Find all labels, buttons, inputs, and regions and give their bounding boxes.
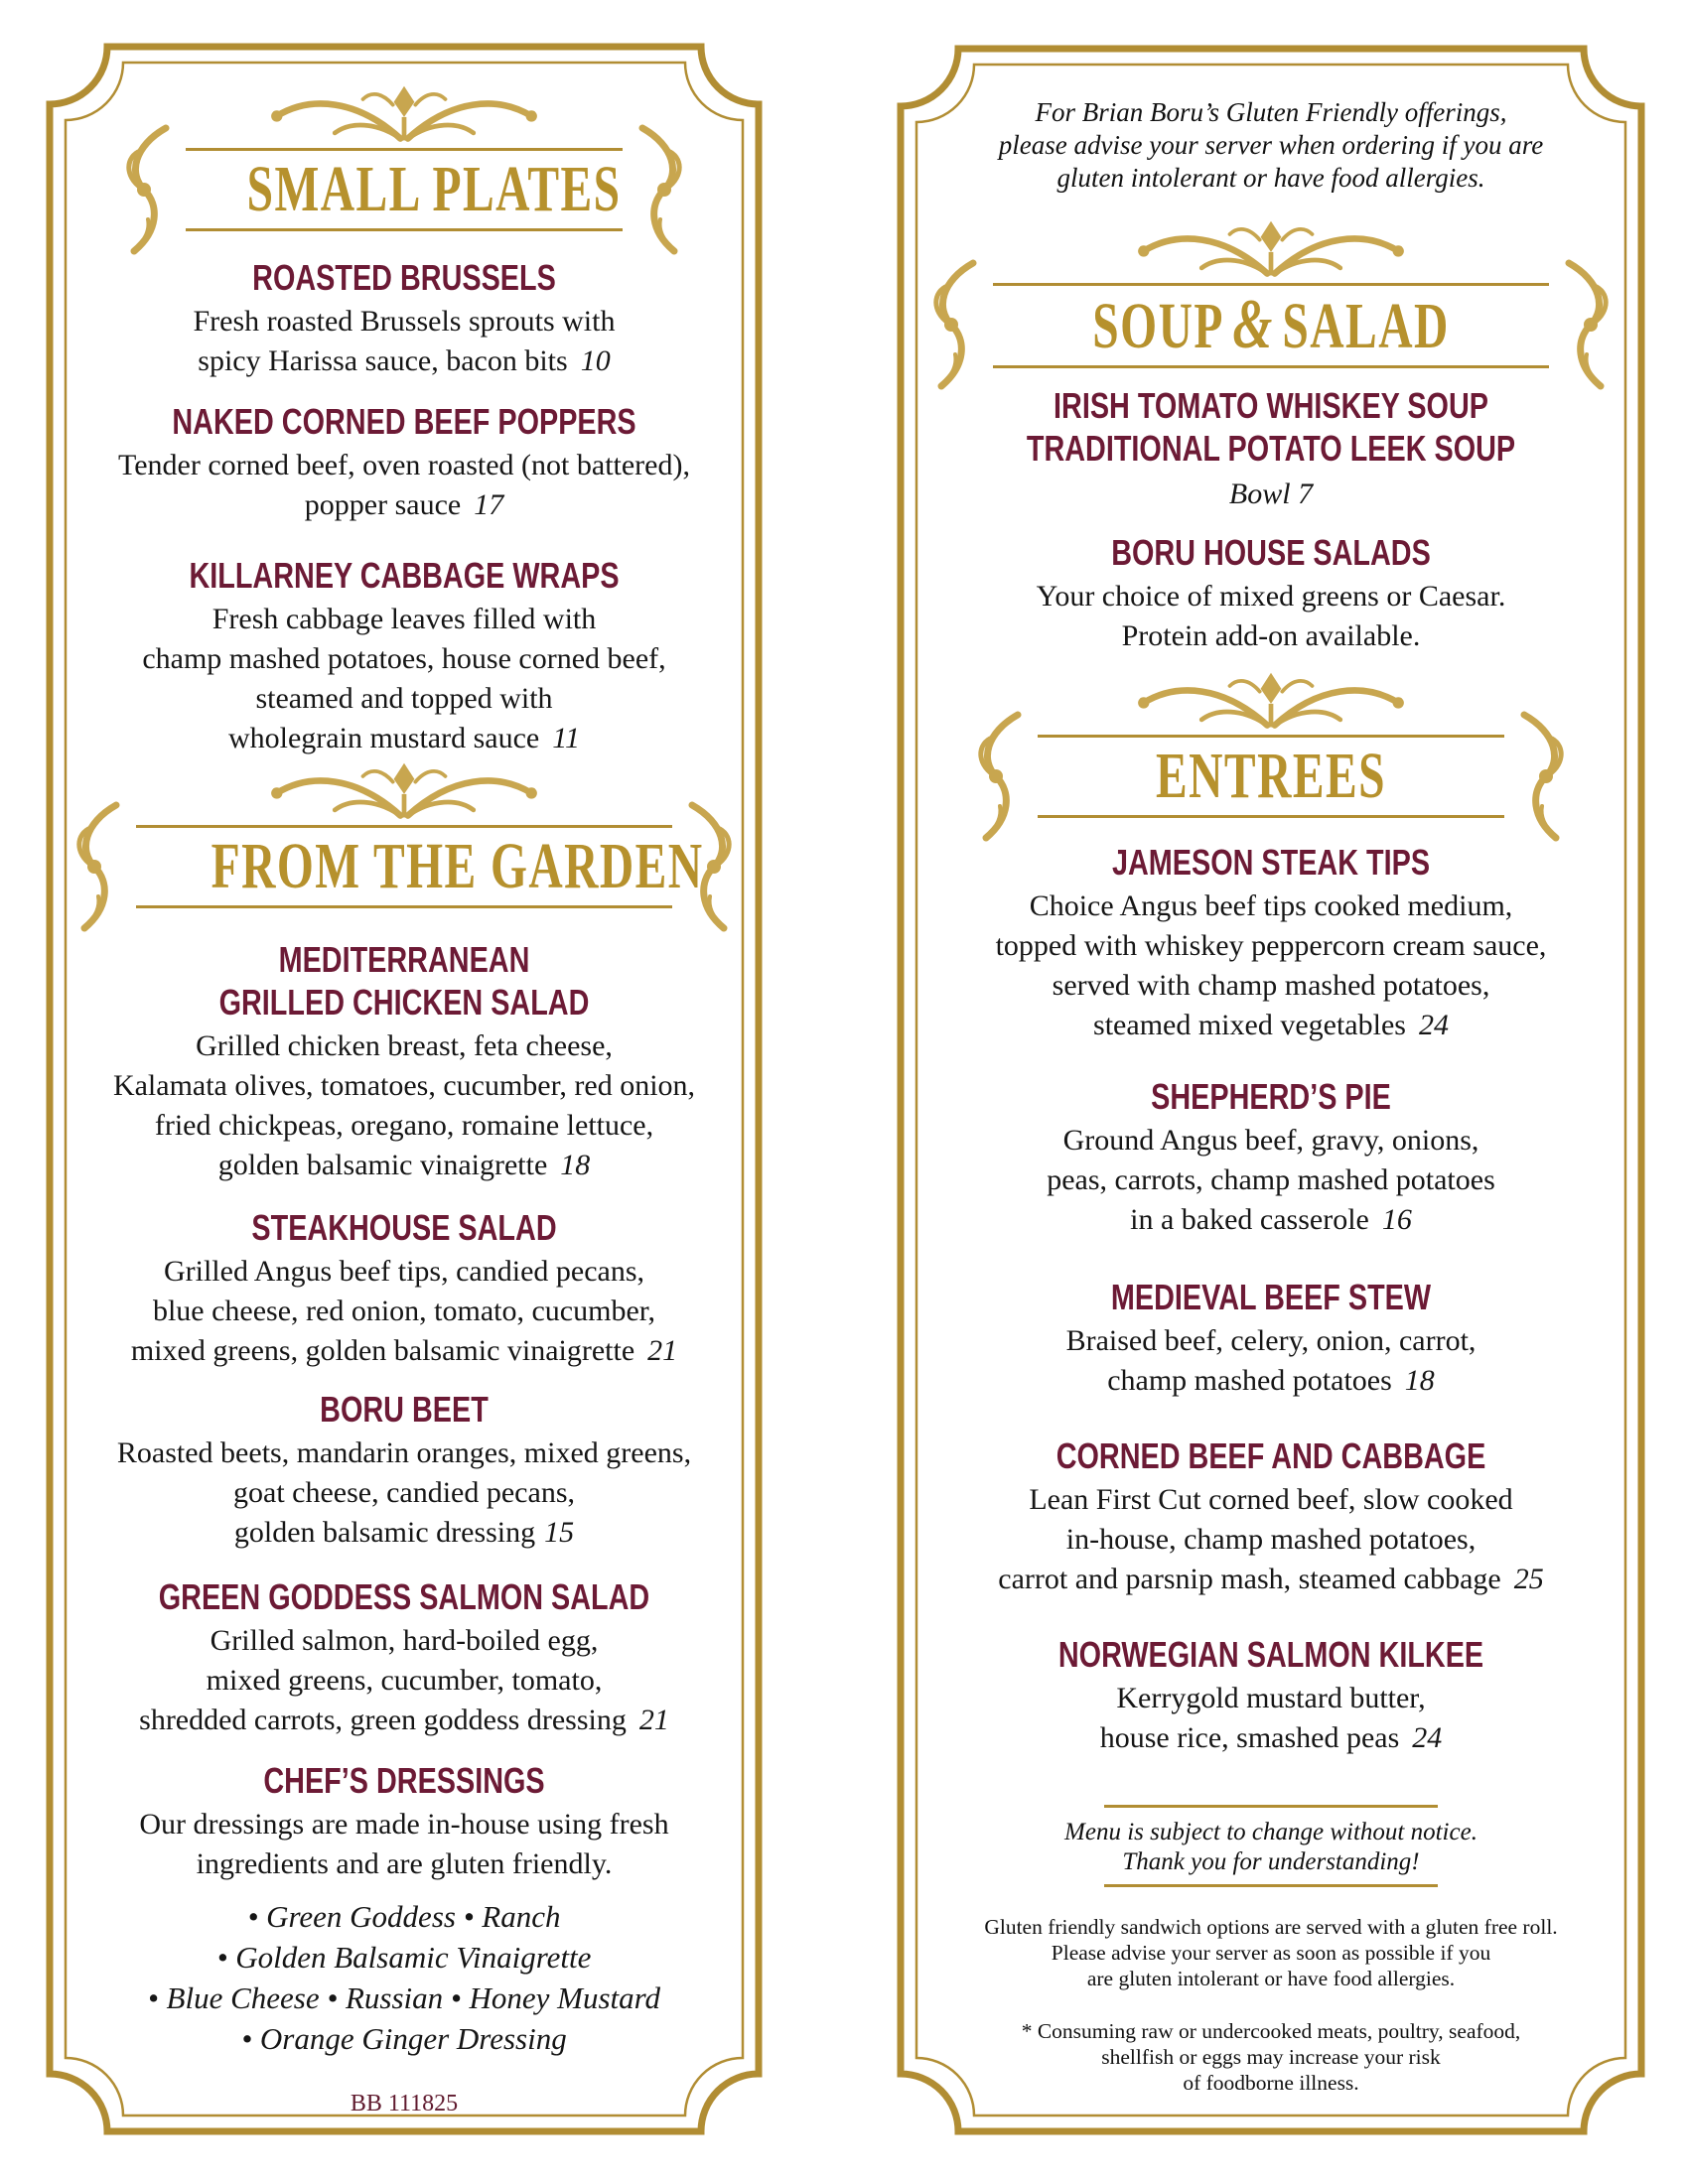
item-desc-line: Grilled Angus beef tips, candied pecans,: [163, 1255, 645, 1288]
item-desc-line: Lean First Cut corned beef, slow cooked: [1029, 1483, 1513, 1516]
menu-notice-line: Menu is subject to change without notice.: [1064, 1819, 1477, 1845]
menu-item-price: 25: [1513, 1563, 1544, 1595]
menu-item-desc: [46, 1252, 763, 1371]
menu-item-price: 21: [638, 1704, 669, 1736]
section-title: FROM THE GARDEN: [211, 830, 704, 902]
menu-item-name: CORNED BEEF AND CABBAGE: [1055, 1435, 1486, 1476]
menu-item: [46, 1388, 763, 1553]
menu-item-desc: [46, 600, 763, 758]
menu-item-price: 24: [1412, 1721, 1443, 1754]
dressing-list-line: • Orange Ginger Dressing: [241, 2021, 567, 2056]
menu-item: [897, 841, 1645, 1045]
item-desc-line: Our dressings are made in-house using fresh: [139, 1808, 669, 1841]
menu-item: [46, 938, 763, 1185]
menu-notice-line: Thank you for understanding!: [1122, 1848, 1420, 1875]
item-desc-line: shredded carrots, green goddess dressing 21: [139, 1704, 669, 1736]
item-desc-line: mixed greens, cucumber, tomato,: [206, 1664, 603, 1697]
menu-item-name: JAMESON STEAK TIPS: [1111, 842, 1431, 883]
section-header-soup-and-salad: [897, 217, 1645, 368]
menu-item-price: 16: [1381, 1203, 1412, 1236]
item-desc-line: ingredients and are gluten friendly.: [196, 1847, 613, 1880]
menu-item-desc: [46, 1433, 763, 1553]
menu-item-desc: [897, 1679, 1645, 1758]
menu-item-name: KILLARNEY CABBAGE WRAPS: [189, 555, 620, 596]
crown-ornament-icon: [1102, 669, 1440, 735]
menu-item-name: ROASTED BRUSSELS: [252, 257, 556, 298]
item-desc-line: topped with whiskey peppercorn cream sauce,: [995, 929, 1547, 962]
gluten-header-note: [897, 96, 1645, 195]
item-desc-line: peas, carrots, champ mashed potatoes: [1047, 1163, 1495, 1196]
section-title: SMALL PLATES: [246, 153, 622, 225]
floral-flourish-icon: [633, 122, 688, 261]
item-desc-line: house rice, smashed peas 24: [1099, 1721, 1443, 1754]
item-desc-line: fried chickpeas, oregano, romaine lettuce,: [154, 1109, 654, 1142]
menu-item-desc: [897, 1480, 1645, 1599]
menu-item-desc: [897, 1121, 1645, 1240]
floral-flourish-icon: [1559, 257, 1615, 396]
gluten-header-line: gluten intolerant or have food allergies.: [1056, 163, 1485, 193]
menu-item-price: 10: [580, 344, 611, 377]
item-desc-line: wholegrain mustard sauce 11: [227, 722, 580, 754]
menu-item: [897, 531, 1645, 656]
menu-item-desc: [897, 887, 1645, 1045]
item-desc-line: Protein add-on available.: [1121, 619, 1421, 652]
menu-item-price: 18: [1404, 1364, 1435, 1397]
menu-item-desc: [46, 1026, 763, 1185]
dressing-list-line: • Golden Balsamic Vinaigrette: [216, 1940, 592, 1975]
item-desc-line: champ mashed potatoes 18: [1107, 1364, 1435, 1397]
menu-item-name: TRADITIONAL POTATO LEEK SOUP: [1026, 428, 1516, 469]
item-desc-line: Braised beef, celery, onion, carrot,: [1065, 1324, 1477, 1357]
floral-flourish-icon: [120, 122, 176, 261]
item-desc-line: Kerrygold mustard butter,: [1116, 1682, 1426, 1714]
menu-item-name: MEDITERRANEAN: [278, 939, 530, 980]
menu-item: [46, 400, 763, 525]
footer-divider-rule: [1104, 1805, 1438, 1808]
advisory-line: * Consuming raw or undercooked meats, poultry, seafood,: [1021, 2019, 1521, 2043]
item-desc-line: champ mashed potatoes, house corned beef,: [142, 642, 666, 675]
floral-flourish-icon: [1514, 709, 1570, 848]
item-desc-line: steamed and topped with: [255, 682, 553, 715]
menu-item: [897, 1434, 1645, 1599]
item-desc-line: Your choice of mixed greens or Caesar.: [1036, 580, 1506, 613]
menu-item-price: 15: [544, 1516, 575, 1549]
gluten-footer-line: Gluten friendly sandwich options are served with a gluten free roll.: [984, 1915, 1558, 1939]
gluten-footer-line: Please advise your server as soon as possible if you: [1051, 1941, 1491, 1965]
menu-item-name: BORU HOUSE SALADS: [1111, 532, 1431, 573]
menu-item-name: MEDIEVAL BEEF STEW: [1110, 1277, 1432, 1317]
menu-item-name: NAKED CORNED BEEF POPPERS: [172, 401, 636, 442]
item-desc-line: steamed mixed vegetables 24: [1093, 1009, 1449, 1041]
menu-notice: [897, 1818, 1645, 1877]
menu-item: [46, 554, 763, 758]
section-title: SOUP & SALAD: [1092, 285, 1450, 363]
advisory-line: shellfish or eggs may increase your risk: [1101, 2045, 1441, 2069]
menu-item-name: GRILLED CHICKEN SALAD: [218, 982, 590, 1023]
title-rule: [1038, 815, 1504, 818]
item-desc-line: blue cheese, red onion, tomato, cucumber,: [152, 1295, 656, 1327]
section-header-from-the-garden: [46, 759, 763, 908]
crown-ornament-icon: [1102, 217, 1440, 283]
item-desc-line: Fresh roasted Brussels sprouts with: [193, 305, 616, 338]
item-desc-line: Ground Angus beef, gravy, onions,: [1062, 1124, 1479, 1157]
menu-item-price: 11: [552, 722, 580, 754]
menu-item-note: Bowl 7: [1228, 478, 1314, 510]
menu-item-name: IRISH TOMATO WHISKEY SOUP: [1054, 385, 1488, 426]
title-rule: [186, 228, 623, 231]
menu-item-name: NORWEGIAN SALMON KILKEE: [1057, 1634, 1484, 1675]
item-desc-line: Roasted beets, mandarin oranges, mixed greens,: [116, 1436, 692, 1469]
menu-item-desc: [46, 302, 763, 381]
item-desc-line: Tender corned beef, oven roasted (not battered),: [118, 449, 690, 481]
gluten-header-line: please advise your server when ordering if you are: [998, 130, 1544, 160]
advisory-line: of foodborne illness.: [1183, 2071, 1359, 2095]
item-desc-line: Grilled chicken breast, feta cheese,: [196, 1029, 613, 1062]
item-desc-line: served with champ mashed potatoes,: [1052, 969, 1490, 1002]
item-desc-line: mixed greens, golden balsamic vinaigrette 21: [130, 1334, 678, 1367]
menu-item-name: BORU BEET: [320, 1389, 489, 1430]
menu-item: [897, 1633, 1645, 1758]
menu-item: [46, 1575, 763, 1740]
menu-item-price: 18: [560, 1149, 591, 1181]
item-desc-line: in-house, champ mashed potatoes,: [1065, 1523, 1477, 1556]
menu-item: [897, 384, 1645, 515]
section-header-entrees: [897, 669, 1645, 818]
menu-item-desc: [46, 446, 763, 525]
menu-item-price: 21: [647, 1334, 678, 1367]
item-desc-line: Grilled salmon, hard-boiled egg,: [210, 1624, 599, 1657]
menu-code: BB 111825: [350, 2091, 459, 2116]
section-header-small-plates: [46, 82, 763, 231]
item-desc-line: Choice Angus beef tips cooked medium,: [1029, 889, 1513, 922]
menu-item: [897, 1075, 1645, 1240]
menu-item: [46, 1759, 763, 1884]
item-desc-line: popper sauce 17: [304, 488, 504, 521]
menu-item-name: CHEF’S DRESSINGS: [263, 1760, 545, 1801]
menu-item-desc: [46, 1621, 763, 1740]
ampersand: &: [1232, 285, 1274, 363]
item-desc-line: Kalamata olives, tomatoes, cucumber, red onion,: [112, 1069, 696, 1102]
gluten-header-line: For Brian Boru’s Gluten Friendly offerings,: [1035, 97, 1507, 127]
title-rule: [136, 905, 672, 908]
section-title: ENTREES: [1156, 740, 1386, 812]
gluten-footer-note: [897, 1914, 1645, 1991]
menu-item: [897, 1276, 1645, 1401]
item-desc-line: goat cheese, candied pecans,: [233, 1476, 575, 1509]
item-desc-line: golden balsamic vinaigrette 18: [217, 1149, 591, 1181]
title-rule: [993, 365, 1549, 368]
menu-item: [46, 1206, 763, 1371]
crown-ornament-icon: [235, 759, 573, 825]
dressing-list: [46, 1896, 763, 2059]
dressing-list-line: • Blue Cheese • Russian • Honey Mustard: [147, 1980, 661, 2015]
menu-item-desc: [897, 1321, 1645, 1401]
item-desc-line: in a baked casserole 16: [1130, 1203, 1412, 1236]
item-desc-line: spicy Harissa sauce, bacon bits 10: [198, 344, 611, 377]
consumer-advisory: [897, 2018, 1645, 2096]
footer-divider-rule: [1104, 1884, 1438, 1887]
floral-flourish-icon: [70, 799, 126, 938]
menu-item: [46, 256, 763, 381]
crown-ornament-icon: [235, 82, 573, 148]
item-desc-line: Fresh cabbage leaves filled with: [211, 603, 597, 635]
menu-item-price: 17: [474, 488, 504, 521]
menu-item-desc: [46, 1805, 763, 1884]
floral-flourish-icon: [927, 257, 983, 396]
menu-item-price: 24: [1418, 1009, 1449, 1041]
menu-item-name: GREEN GODDESS SALMON SALAD: [158, 1576, 650, 1617]
menu-item-desc: [897, 577, 1645, 656]
menu-item-name: STEAKHOUSE SALAD: [251, 1207, 557, 1248]
left-menu-panel: [46, 43, 763, 2135]
dressing-list-line: • Green Goddess • Ranch: [247, 1899, 561, 1934]
item-desc-line: golden balsamic dressing 15: [233, 1516, 575, 1549]
menu-item-name: SHEPHERD’S PIE: [1151, 1076, 1391, 1117]
item-desc-line: carrot and parsnip mash, steamed cabbage 25: [998, 1563, 1544, 1595]
gluten-footer-line: are gluten intolerant or have food allergies.: [1086, 1967, 1456, 1990]
floral-flourish-icon: [972, 709, 1028, 848]
right-menu-panel: [897, 45, 1645, 2135]
